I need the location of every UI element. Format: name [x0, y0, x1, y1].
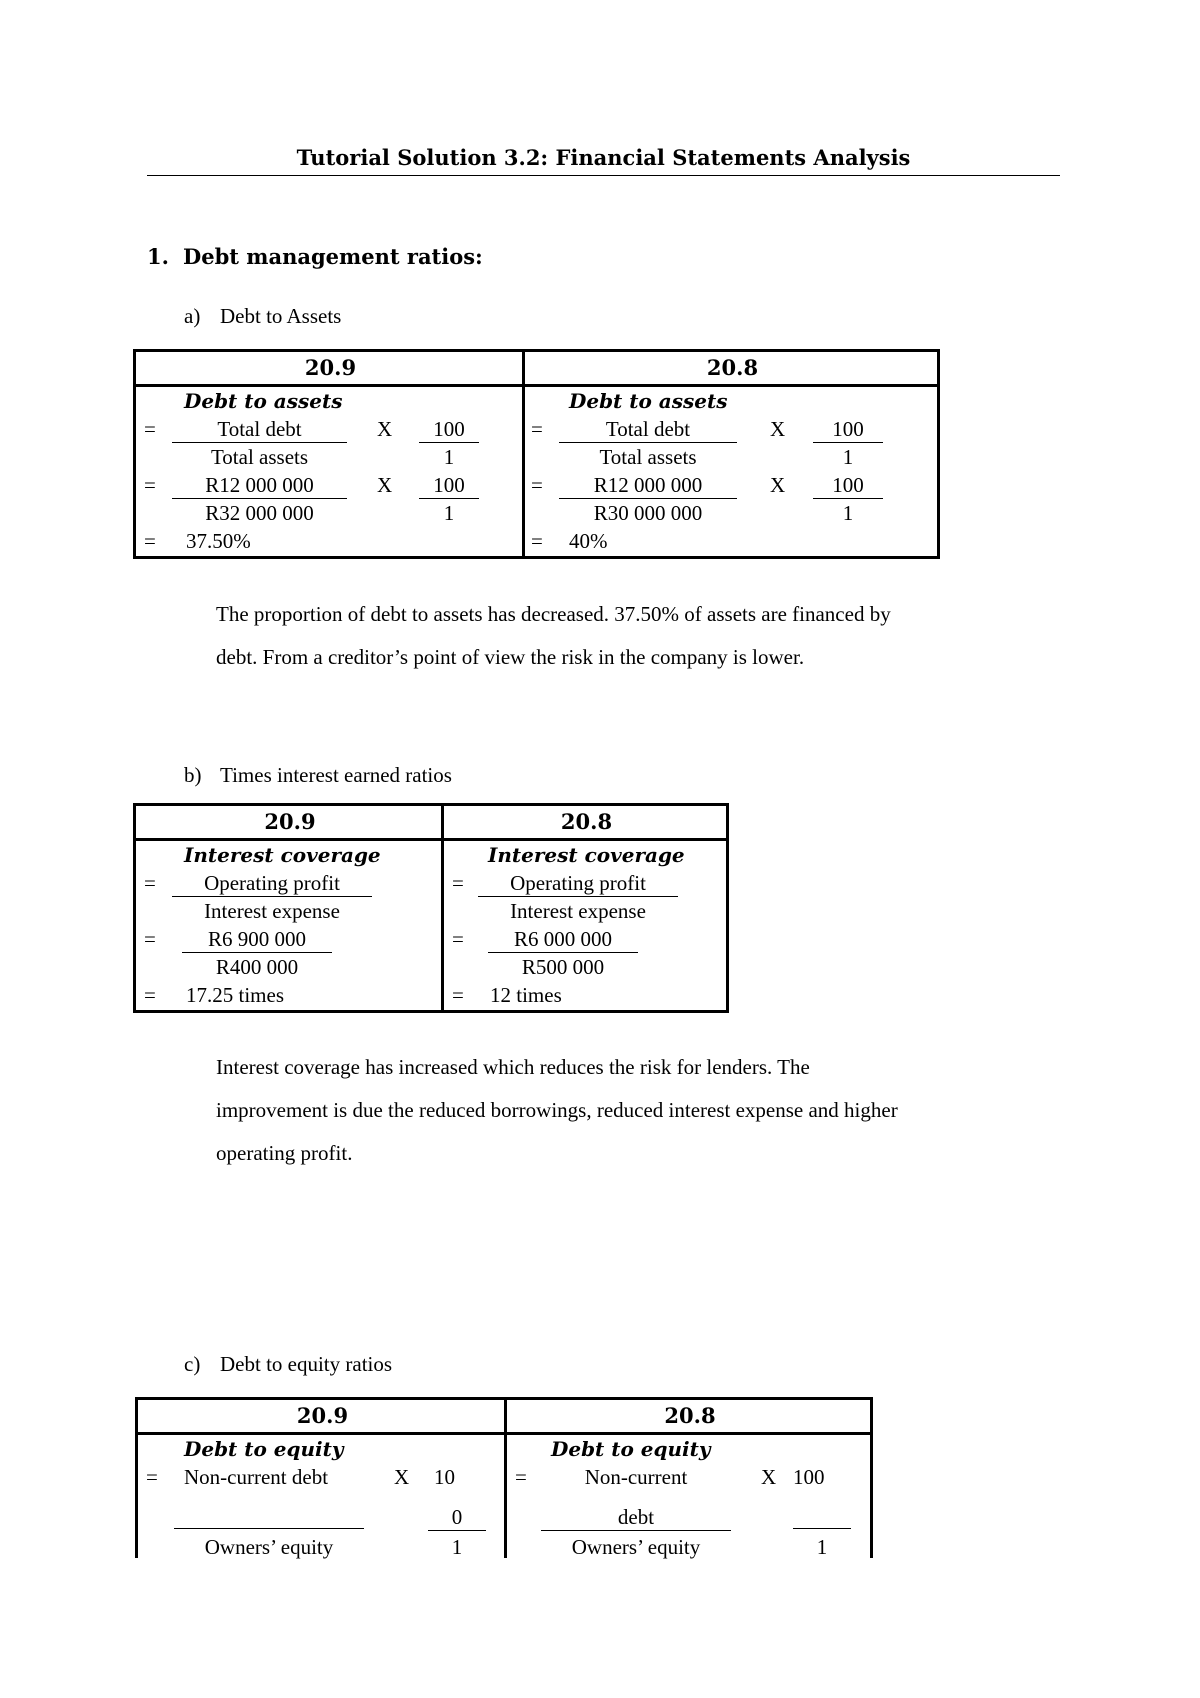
- column-year: 20.8: [525, 352, 940, 387]
- denominator-value: R400 000: [215, 955, 299, 979]
- subheading-a: [184, 304, 341, 329]
- equals-sign: =: [144, 473, 156, 497]
- numerator: Non-current debt: [184, 1465, 329, 1489]
- numerator: Operating profit: [478, 870, 678, 897]
- column-year: 20.9: [138, 1400, 507, 1435]
- ratio-name: Debt to assets: [184, 389, 343, 413]
- multiplier-numerator: 100: [813, 472, 883, 499]
- table-column-right: [522, 352, 940, 556]
- commentary-line: Interest coverage has increased which reduces the risk for lenders. The: [216, 1055, 810, 1079]
- multiplier-numerator: 100: [813, 416, 883, 443]
- debt-to-assets-table: [133, 349, 940, 559]
- interest-coverage-table: [133, 803, 729, 1013]
- subheading-text: Debt to equity ratios: [220, 1352, 393, 1376]
- interest-coverage-commentary: [216, 1046, 898, 1175]
- equals-sign: =: [144, 983, 156, 1007]
- table-column-left: [136, 806, 444, 1010]
- denominator-value: R30 000 000: [593, 501, 703, 525]
- multiplier-denominator: 1: [443, 501, 455, 525]
- ratio-result: 12 times: [490, 983, 562, 1007]
- multiplier-denominator: 1: [816, 1535, 828, 1559]
- equals-sign: =: [531, 417, 543, 441]
- denominator: Owners’ equity: [571, 1535, 701, 1559]
- subheading-c: [184, 1352, 392, 1377]
- multiplier-numerator-part: 10: [434, 1465, 455, 1489]
- numerator-part: Non-current: [584, 1465, 688, 1489]
- ratio-name: Interest coverage: [488, 843, 685, 867]
- commentary-line: improvement is due the reduced borrowings, reduced interest expense and higher: [216, 1098, 898, 1122]
- section-heading: [147, 244, 483, 269]
- numerator-part: debt: [541, 1504, 731, 1531]
- equals-sign: =: [531, 529, 543, 553]
- numerator-value: R6 000 000: [488, 926, 638, 953]
- multiply-sign: X: [761, 1465, 777, 1489]
- multiply-sign: X: [377, 417, 393, 441]
- column-year: 20.9: [136, 352, 525, 387]
- ratio-name: Interest coverage: [184, 843, 381, 867]
- ratio-name: Debt to equity: [184, 1437, 344, 1461]
- subheading-marker: c): [184, 1352, 201, 1376]
- multiply-sign: X: [394, 1465, 410, 1489]
- subheading-text: Debt to Assets: [220, 304, 342, 328]
- debt-to-equity-table: [135, 1397, 873, 1558]
- multiplier-numerator: 100: [419, 416, 479, 443]
- fraction-bar: [174, 1528, 364, 1529]
- multiply-sign: X: [770, 417, 786, 441]
- ratio-result: 40%: [569, 529, 608, 553]
- equals-sign: =: [146, 1465, 158, 1489]
- multiplier-numerator: 100: [793, 1465, 825, 1489]
- ratio-result: 37.50%: [186, 529, 251, 553]
- ratio-result: 17.25 times: [186, 983, 284, 1007]
- multiplier-denominator: 1: [443, 445, 455, 469]
- numerator: Operating profit: [172, 870, 372, 897]
- equals-sign: =: [452, 983, 464, 1007]
- multiply-sign: X: [770, 473, 786, 497]
- numerator-value: R6 900 000: [182, 926, 332, 953]
- equals-sign: =: [144, 871, 156, 895]
- table-column-right: [441, 806, 729, 1010]
- multiplier-denominator: 1: [842, 501, 854, 525]
- equals-sign: =: [452, 927, 464, 951]
- title-underline: [147, 175, 1060, 176]
- denominator: Interest expense: [510, 899, 646, 923]
- subheading-b: [184, 763, 452, 788]
- commentary-line: debt. From a creditor’s point of view the risk in the company is lower.: [216, 645, 805, 669]
- equals-sign: =: [144, 417, 156, 441]
- multiplier-numerator-part: 0: [428, 1504, 486, 1531]
- multiplier-denominator: 1: [842, 445, 854, 469]
- denominator: Total assets: [210, 445, 309, 469]
- numerator: Total debt: [559, 416, 737, 443]
- numerator-value: R12 000 000: [559, 472, 737, 499]
- fraction-bar: [793, 1528, 851, 1529]
- denominator-value: R500 000: [521, 955, 605, 979]
- equals-sign: =: [144, 529, 156, 553]
- equals-sign: =: [452, 871, 464, 895]
- equals-sign: =: [515, 1465, 527, 1489]
- denominator: Total assets: [599, 445, 697, 469]
- column-year: 20.9: [136, 806, 444, 841]
- section-number: 1.: [147, 244, 169, 269]
- denominator: Interest expense: [204, 899, 340, 923]
- multiplier-denominator: 1: [451, 1535, 463, 1559]
- section-label: Debt management ratios:: [183, 244, 483, 269]
- page-title: Tutorial Solution 3.2: Financial Statements Analysis: [296, 145, 911, 170]
- equals-sign: =: [144, 927, 156, 951]
- subheading-marker: b): [184, 763, 202, 787]
- table-column-left: [136, 352, 525, 556]
- multiply-sign: X: [377, 473, 393, 497]
- debt-to-assets-commentary: [216, 593, 891, 679]
- table-column-left: [138, 1400, 507, 1558]
- ratio-name: Debt to assets: [569, 389, 728, 413]
- numerator-value: R12 000 000: [172, 472, 347, 499]
- table-column-right: [504, 1400, 873, 1558]
- ratio-name: Debt to equity: [551, 1437, 711, 1461]
- column-year: 20.8: [444, 806, 729, 841]
- denominator: Owners’ equity: [204, 1535, 334, 1559]
- commentary-line: operating profit.: [216, 1141, 353, 1165]
- subheading-text: Times interest earned ratios: [220, 763, 452, 787]
- denominator-value: R32 000 000: [205, 501, 314, 525]
- commentary-line: The proportion of debt to assets has decreased. 37.50% of assets are financed by: [216, 602, 891, 626]
- multiplier-numerator: 100: [419, 472, 479, 499]
- numerator: Total debt: [172, 416, 347, 443]
- column-year: 20.8: [507, 1400, 873, 1435]
- subheading-marker: a): [184, 304, 201, 328]
- equals-sign: =: [531, 473, 543, 497]
